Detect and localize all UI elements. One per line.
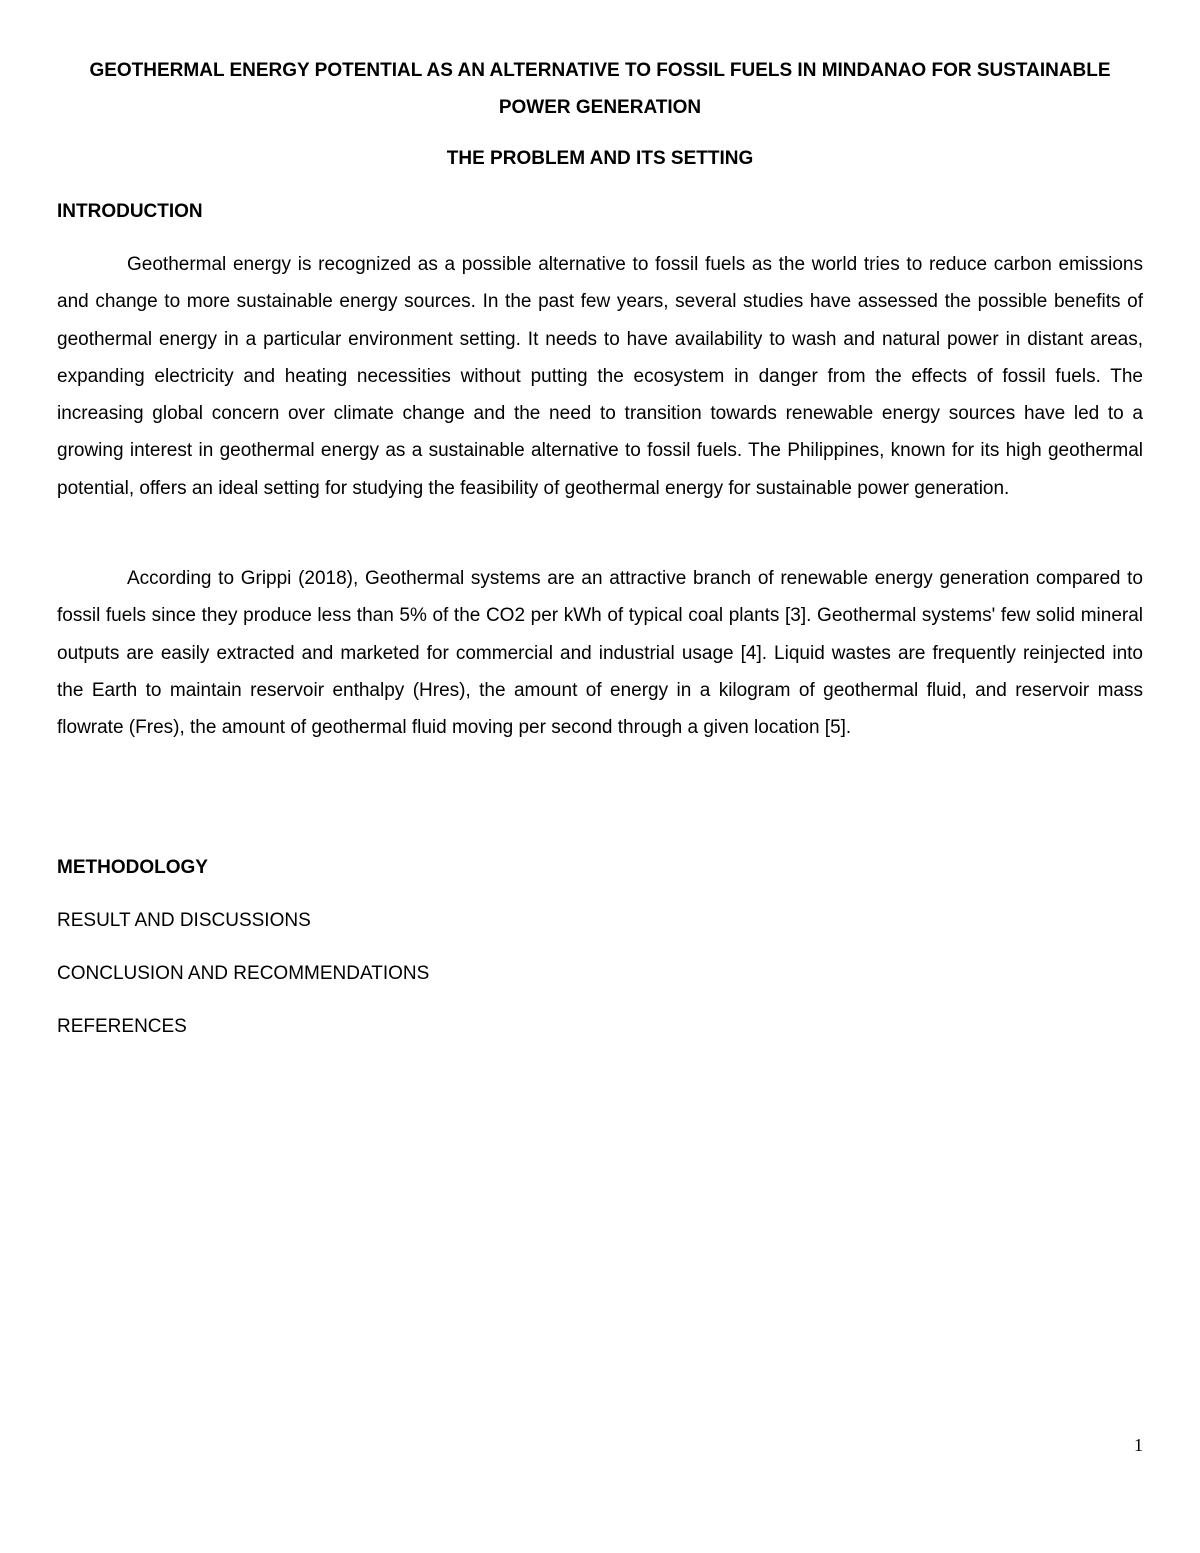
document-title: GEOTHERMAL ENERGY POTENTIAL AS AN ALTERNATIVE TO FOSSIL FUELS IN MINDANAO FOR SUSTAINABLE POWER GENERATION bbox=[89, 60, 1111, 118]
heading-introduction: INTRODUCTION bbox=[57, 201, 203, 222]
paragraph-introduction-2: According to Grippi (2018), Geothermal systems are an attractive branch of renewable energy generation compared to fossil fuels since they produce less than 5% of the CO2 per kWh of typical coal plants [3]. Geothermal systems' few solid mineral outputs are easily extracted and marketed for commercial and industrial usage [4]. Liquid wastes are frequently reinjected into the Earth to maintain reservoir enthalpy (Hres), the amount of energy in a kilogram of geothermal fluid, and reservoir mass flowrate (Fres), the amount of geothermal fluid moving per second through a given location [5]. bbox=[57, 568, 1143, 739]
page-number: 1 bbox=[1134, 1435, 1143, 1455]
heading-references: REFERENCES bbox=[57, 1016, 187, 1037]
heading-conclusion-recommendations: CONCLUSION AND RECOMMENDATIONS bbox=[57, 963, 430, 984]
heading-results-discussions: RESULT AND DISCUSSIONS bbox=[57, 910, 311, 931]
section-title-problem-setting: THE PROBLEM AND ITS SETTING bbox=[446, 148, 754, 169]
heading-methodology: METHODOLOGY bbox=[57, 857, 208, 878]
paragraph-introduction-1: Geothermal energy is recognized as a possible alternative to fossil fuels as the world tries to reduce carbon emissions and change to more sustainable energy sources. In the past few years, several studies have assessed the possible benefits of geothermal energy in a particular environment setting. It needs to have availability to wash and natural power in distant areas, expanding electricity and heating necessities without putting the ecosystem in danger from the effects of fossil fuels. The increasing global concern over climate change and the need to transition towards renewable energy sources have led to a growing interest in geothermal energy as a sustainable alternative to fossil fuels. The Philippines, known for its high geothermal potential, offers an ideal setting for studying the feasibility of geothermal energy for sustainable power generation. bbox=[57, 254, 1143, 499]
